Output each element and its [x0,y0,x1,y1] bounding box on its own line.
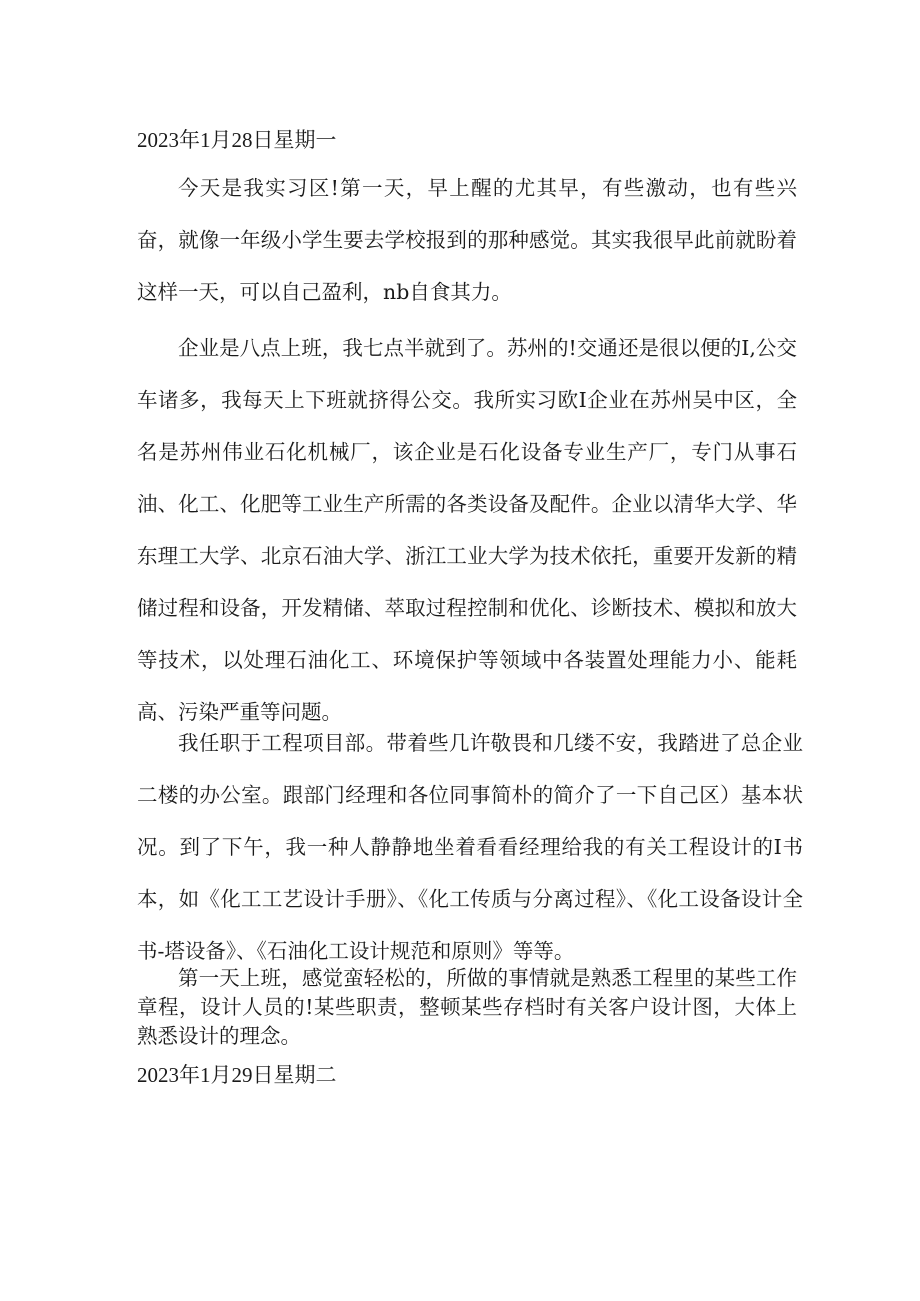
diary-date-heading-next: 2023年1月29日星期二 [137,1063,337,1087]
paragraph-first-work-day: 第一天上班，感觉蛮轻松的，所做的事情就是熟悉工程里的某些工作章程，设计人员的!某些职责，整顿某些存档时有关客户设计图，大体上熟悉设计的理念。 [137,966,797,1048]
paragraph-company-intro: 企业是八点上班，我七点半就到了。苏州的!交通还是很以便的I,公交车诸多，我每天上下班就挤得公交。我所实习欧I企业在苏州吴中区，全名是苏州伟业石化机械厂，该企业是石化设备专业生产厂，专门从事石油、化工、化肥等工业生产所需的各类设备及配件。企业以清华大学、华东理工大学、北京石油大学、浙江工业大学为技术依托，重要开发新的精储过程和设备，开发精储、萃取过程控制和优化、诊断技术、模拟和放大等技术，以处理石油化工、环境保护等领域中各装置处理能力小、能耗高、污染严重等问题。 [137,336,797,724]
paragraph-first-day: 今天是我实习区!第一天，早上醒的尤其早，有些激动，也有些兴奋，就像一年级小学生要去学校报到的那种感觉。其实我很早此前就盼着这样一天，可以自己盈利，nb自食其力。 [137,176,797,304]
diary-date-heading: 2023年1月28日星期一 [137,128,337,152]
paragraph-department: 我任职于工程项目部。带着些几许敬畏和几缕不安，我踏进了总企业二楼的办公室。跟部门经理和各位同事简朴的简介了一下自己区）基本状况。到了下午，我一种人静静地坐着看看经理给我的有关工程设计的I书本，如《化工工艺设计手册》、《化工传质与分离过程》、《化工设备设计全书-塔设备》、《石油化工设计规范和原则》等等。 [137,731,803,963]
